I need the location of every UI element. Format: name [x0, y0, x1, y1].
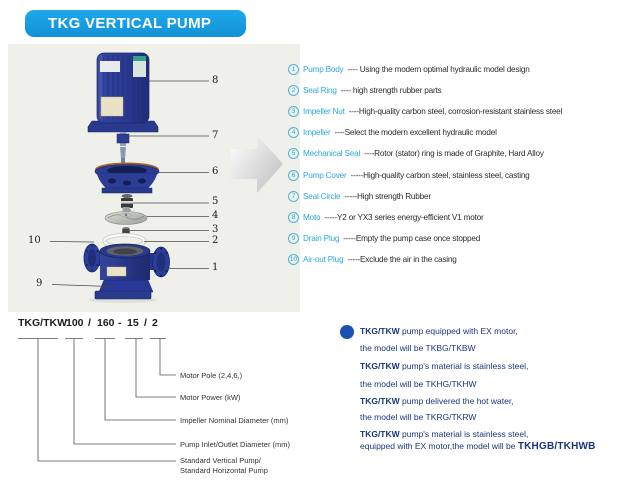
- pump-cover: [95, 163, 159, 194]
- callout-6: 6: [212, 166, 219, 177]
- list-item: [288, 127, 497, 139]
- variant-line: the model will be TKBG/TKBW: [360, 343, 476, 353]
- model-code-pole: 2: [152, 317, 158, 329]
- circled-number: 10: [289, 256, 298, 264]
- circled-number: 3: [288, 106, 299, 117]
- circled-number: 2: [288, 85, 299, 96]
- label-motor-power: Motor Power (kW): [180, 393, 241, 402]
- part-name: Seal Ring: [303, 85, 337, 95]
- right-arrow-icon: [231, 134, 285, 196]
- bullet-icon: [340, 325, 354, 339]
- motor-label-sticker: [100, 61, 120, 72]
- callout-5: 5: [212, 196, 219, 207]
- callout-1: 1: [212, 262, 219, 273]
- variant-line: TKG/TKW pump's material is stainless steel,: [360, 361, 529, 371]
- part-desc: -----Y2 or YX3 series energy-efficient V1 motor: [324, 212, 484, 222]
- list-item: [288, 190, 431, 202]
- model-code-impeller: 160: [97, 317, 115, 329]
- model-code-sep: -: [118, 317, 122, 329]
- label-motor-pole: Motor Pole (2,4,6,): [180, 371, 243, 380]
- variant-line: TKG/TKW pump's material is stainless steel,: [360, 429, 529, 439]
- circled-number: 1: [288, 64, 299, 75]
- list-item: [288, 254, 457, 266]
- drain-base: [95, 291, 151, 299]
- callout-3: 3: [212, 224, 219, 235]
- part-desc: ----Rotor (stator) ring is made of Graphite, Hard Alloy: [364, 149, 544, 159]
- callout-2: 2: [212, 235, 219, 246]
- motor-nameplate: [101, 97, 123, 116]
- list-item: [288, 169, 530, 181]
- part-name: Mechanical Seal: [303, 149, 361, 159]
- model-code-power: 15: [127, 317, 139, 329]
- model-code-inlet: 100: [66, 317, 84, 329]
- part-name: Impeller: [303, 128, 331, 138]
- part-name: Impeller Nut: [303, 106, 345, 116]
- label-standard-pump-2: Standard Horizontal Pump: [180, 466, 268, 475]
- variant-line: TKG/TKW pump equipped with EX motor,: [360, 326, 518, 336]
- list-item: [288, 63, 530, 75]
- circled-number: 6: [288, 170, 299, 181]
- impeller-nut: [122, 227, 130, 234]
- list-item: [288, 148, 544, 160]
- part-name: Seal Circle: [303, 191, 341, 201]
- circled-number: 9: [288, 233, 299, 244]
- callout-10: 10: [28, 235, 41, 246]
- label-standard-pump-1: Standard Vertical Pump/: [180, 456, 261, 465]
- model-code-sep: /: [88, 317, 91, 329]
- list-item: [288, 233, 480, 245]
- list-item: [288, 211, 484, 223]
- part-desc: -----High-quality carbon steel, stainless steel, casting: [350, 170, 530, 180]
- variant-line: the model will be TKRG/TKRW: [360, 412, 477, 422]
- label-impeller-diameter: Impeller Nominal Diameter (mm): [180, 416, 289, 425]
- part-desc: -----High strength Rubber: [344, 191, 431, 201]
- model-code-sep: /: [144, 317, 147, 329]
- part-desc: ---- Using the modern optimal hydraulic model design: [347, 64, 530, 74]
- part-desc: -----Empty the pump case once stopped: [343, 234, 481, 244]
- variant-line: the model will be TKHG/TKHW: [360, 379, 477, 389]
- variant-line: equipped with EX motor,the model will be TKHGB/TKHWB: [360, 441, 596, 452]
- circled-number: 7: [288, 191, 299, 202]
- list-item: [288, 105, 562, 117]
- callout-4: 4: [212, 210, 219, 221]
- label-inlet-diameter: Pump Inlet/Outlet Diameter (mm): [180, 440, 291, 449]
- part-desc: ---- high strength rubber parts: [340, 85, 442, 95]
- callout-7: 7: [212, 130, 219, 141]
- part-name: Pump Cover: [303, 170, 347, 180]
- callout-8: 8: [212, 75, 219, 86]
- callout-9: 9: [36, 278, 43, 289]
- motor: [88, 53, 158, 132]
- pump-body: [84, 244, 170, 303]
- variant-line: TKG/TKW pump delivered the hot water,: [360, 396, 514, 406]
- part-desc: -----Exclude the air in the casing: [347, 255, 457, 265]
- part-desc: ----High-quality carbon steel, corrosion-resistant stainless steel: [348, 106, 563, 116]
- part-name: Pump Body: [303, 64, 344, 74]
- part-desc: ----Select the modern excellent hydraulic model: [334, 128, 497, 138]
- part-name: Moto: [303, 212, 321, 222]
- circled-number: 8: [288, 212, 299, 223]
- part-name: Drain Plug: [303, 234, 340, 244]
- parts-list: [288, 63, 616, 273]
- part-name: Air-out Plug: [303, 255, 344, 265]
- shaft: [117, 132, 129, 163]
- page-title: TKG VERTICAL PUMP: [25, 10, 246, 37]
- circled-number: 5: [288, 148, 299, 159]
- body-nameplate: [107, 267, 126, 276]
- impeller: [105, 207, 147, 225]
- circled-number: 4: [288, 127, 299, 138]
- model-code-prefix: TKG/TKW: [18, 317, 67, 329]
- list-item: [288, 84, 441, 96]
